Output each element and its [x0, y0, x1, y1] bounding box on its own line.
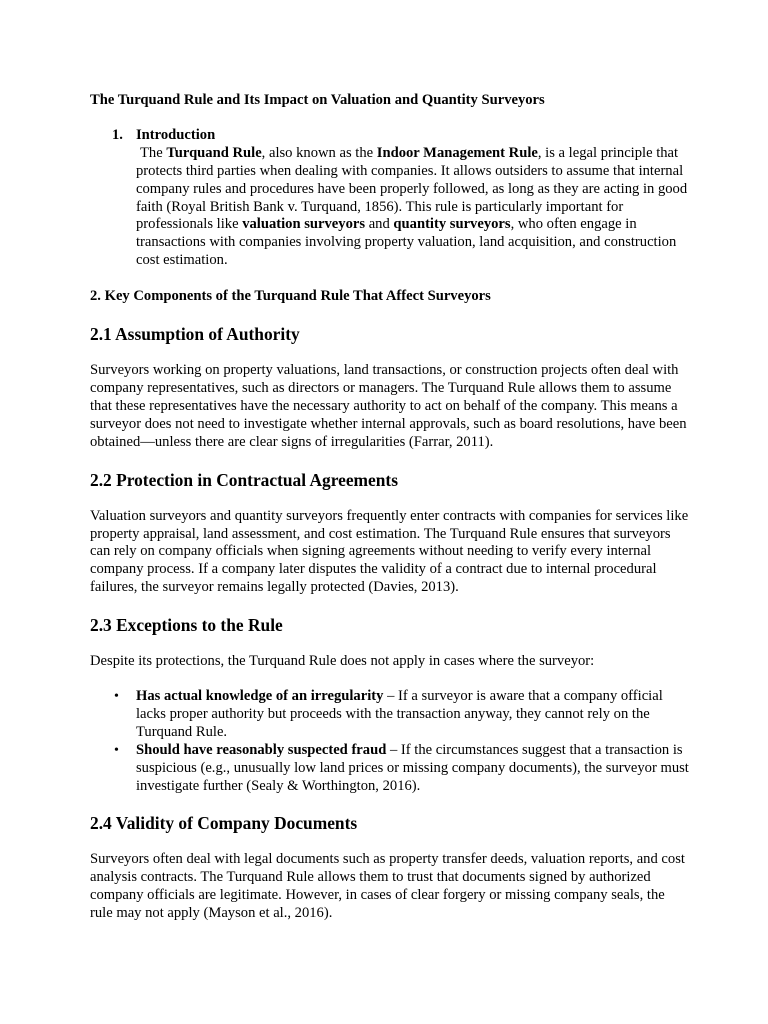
- exception-1-text: – If a surveyor is aware that a company official lacks proper authority but proceeds with the transaction anyway, they cannot rely on the Turquand Rule.: [136, 688, 663, 740]
- section-2-1-text: Surveyors working on property valuations, land transactions, or construction projects often deal with company representatives, such as directors or managers. The Turquand Rule allows them to assume that these representatives have the necessary authority to act on behalf of the company. This means a surveyor does not need to investigate whether internal approvals, such as board resolutions, have been obtained—unless there are clear signs of irregularities (Farrar, 2011).: [90, 362, 687, 450]
- section-2-2-text: Valuation surveyors and quantity surveyors frequently enter contracts with companies for services like property appraisal, land assessment, and cost estimation. The Turquand Rule ensures that surveyors can rely on company officials when signing agreements without needing to verify every internal company process. If a company later disputes the validity of a contract due to internal procedural failures, the surveyor remains legally protected (Davies, 2013).: [90, 507, 689, 596]
- section-2-heading: 2. Key Components of the Turquand Rule That Affect Surveyors: [90, 288, 491, 305]
- document-title: The Turquand Rule and Its Impact on Valuation and Quantity Surveyors: [90, 92, 545, 108]
- section-2-4-text: Surveyors often deal with legal documents such as property transfer deeds, valuation reports, and cost analysis contracts. The Turquand Rule allows them to trust that documents signed by authorized company officials are legitimate. However, in cases of clear forgery or missing company seals, the rule may not apply (Mayson et al., 2016).: [90, 851, 685, 922]
- section-2-3-text: Despite its protections, the Turquand Rule does not apply in cases where the surveyor:: [90, 653, 595, 670]
- intro-term-turquand: Turquand Rule: [166, 144, 262, 161]
- section-2-1-heading: 2.1 Assumption of Authority: [90, 324, 300, 345]
- section-2-4-heading: 2.4 Validity of Company Documents: [90, 813, 358, 834]
- intro-text-i: , who often engage in transactions with companies involving property valuation, land acquisition, and construction cost estimation.: [136, 216, 677, 269]
- exceptions-list: [90, 688, 690, 795]
- exception-2-bold: Should have reasonably suspected fraud: [136, 741, 387, 758]
- intro-text-a: The: [140, 144, 167, 161]
- intro-heading: Introduction: [136, 126, 216, 143]
- exception-2-text: – If the circumstances suggest that a transaction is suspicious (e.g., unusually low land prices or missing company documents), the surveyor must investigate further (Sealy & Worthington, 2016).: [136, 741, 689, 794]
- introduction-section: [90, 127, 690, 270]
- bullet-icon: •: [114, 689, 119, 705]
- intro-term-valuation: valuation surveyors: [242, 216, 366, 233]
- intro-term-indoor: Indoor Management Rule: [376, 144, 538, 161]
- intro-text-c: , also known as the: [261, 144, 377, 161]
- document-page: [90, 92, 690, 923]
- list-item: [90, 688, 690, 742]
- section-2-2-heading: 2.2 Protection in Contractual Agreements: [90, 469, 398, 490]
- intro-term-quantity: quantity surveyors: [393, 216, 511, 233]
- list-item: [90, 742, 690, 796]
- section-2-3-heading: 2.3 Exceptions to the Rule: [90, 615, 283, 636]
- intro-number: 1.: [112, 126, 123, 143]
- intro-paragraph: [136, 145, 690, 270]
- intro-text-g: and: [365, 216, 394, 233]
- intro-text-e: , is a legal principle that protects third parties when dealing with companies. It allows outsiders to assume that internal company rules and procedures have been properly followed, as long as they are acting in good faith (Royal British Bank v. Turquand, 1856). This rule is particularly important for professionals like: [136, 144, 688, 233]
- bullet-icon: •: [114, 742, 119, 758]
- exception-1-bold: Has actual knowledge of an irregularity: [136, 688, 384, 705]
